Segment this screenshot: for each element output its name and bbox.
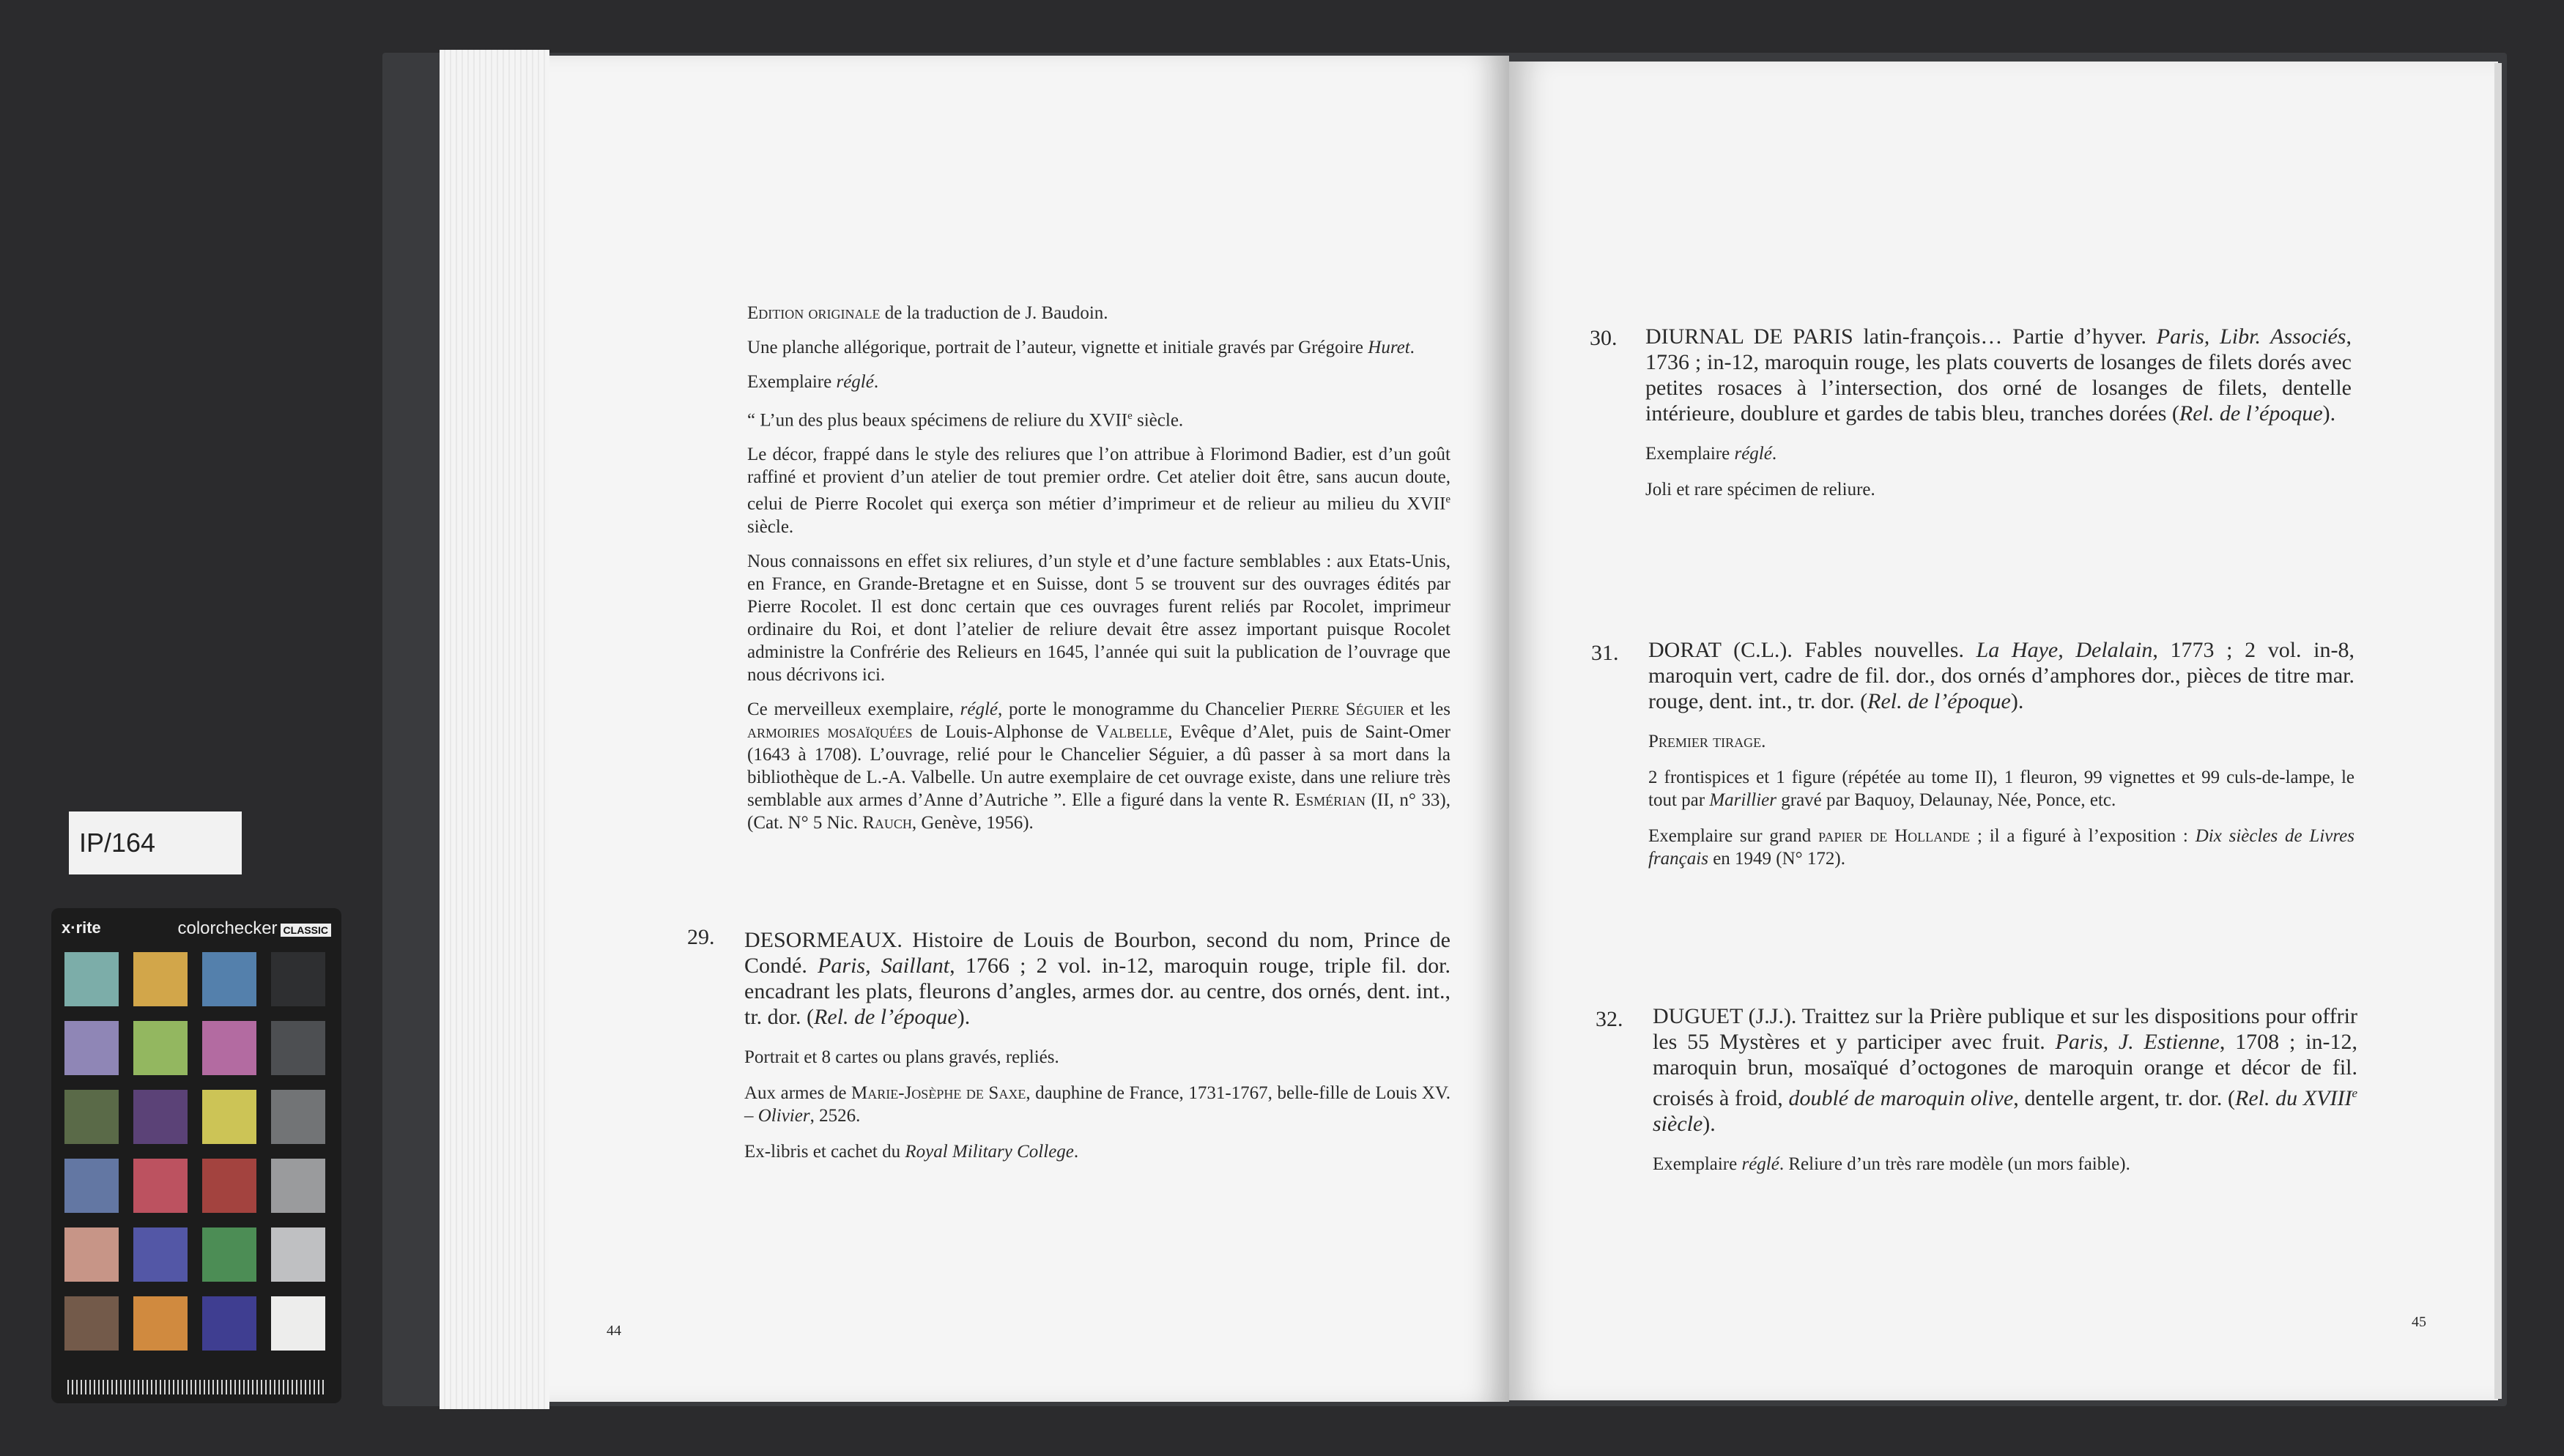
- paragraph-quote-start: “ L’un des plus beaux spécimens de reliure du XVIIe siècle.: [747, 410, 1184, 431]
- color-patches: [64, 952, 325, 1351]
- color-patch: [202, 1296, 256, 1351]
- color-patch: [133, 1296, 188, 1351]
- color-patch: [202, 1090, 256, 1144]
- entry-30-number: 30.: [1590, 326, 1618, 350]
- color-patch: [64, 1227, 119, 1282]
- checker-badge: CLASSIC: [281, 924, 331, 937]
- id-label: IP/164: [69, 811, 242, 874]
- entry-29-note-exlibris: Ex-libris et cachet du Royal Military College.: [744, 1142, 1079, 1162]
- entry-30-description: DIURNAL DE PARIS latin-françois… Partie d’hyver. Paris, Libr. Associés, 1736 ; in-12, maroquin rouge, les plats couverts de losanges de filets dorés avec petites rosaces à l’intersection, dos orné de losanges de filets, dentelle intérieure, doublure et gardes de tabis bleu, tranches dorées (Rel. de l’époque).: [1645, 324, 2352, 426]
- color-checker: [51, 908, 341, 1403]
- page-number-right: 45: [2412, 1314, 2426, 1330]
- entry-31-note-premier-tirage: Premier tirage.: [1648, 732, 1766, 751]
- entry-29-description: DESORMEAUX. Histoire de Louis de Bourbon, second du nom, Prince de Condé. Paris, Saillant, 1766 ; 2 vol. in-12, maroquin rouge, triple fil. dor. encadrant les plats, fleurons d’angles, armes dor. au centre, dos ornés, dent. int., tr. dor. (Rel. de l’époque).: [744, 928, 1450, 1029]
- color-patch: [64, 1021, 119, 1075]
- color-patch: [133, 1090, 188, 1144]
- entry-32: [1653, 1003, 2357, 1175]
- ruler: [67, 1380, 325, 1394]
- color-patch: [64, 1159, 119, 1213]
- entry-30: [1645, 324, 2352, 501]
- color-patch: [133, 952, 188, 1006]
- checker-brand: x·rite: [62, 918, 101, 937]
- entry-30-note-exemplaire: Exemplaire réglé.: [1645, 444, 1777, 464]
- color-patch: [133, 1227, 188, 1282]
- entry-31-description: DORAT (C.L.). Fables nouvelles. La Haye, Delalain, 1773 ; 2 vol. in-8, maroquin vert, cadre de fil. dor., dos ornés d’amphores dor., pièces de titre mar. rouge, dent. int., tr. dor. (Rel. de l’époque).: [1648, 638, 2354, 713]
- entry-31-number: 31.: [1591, 641, 1619, 665]
- entry-31-note-hollande: Exemplaire sur grand papier de Hollande ; il a figuré à l’exposition : Dix siècles de Livres français en 1949 (N° 172).: [1648, 826, 2355, 869]
- left-page-text: [747, 302, 1450, 834]
- paragraph-edition: Edition originale de la traduction de J. Baudoin.: [747, 303, 1108, 323]
- color-patch: [202, 952, 256, 1006]
- entry-29: [744, 927, 1450, 1163]
- page-stack: [440, 50, 549, 1409]
- entry-30-note-specimen: Joli et rare spécimen de reliure.: [1645, 480, 1875, 499]
- color-patch: [64, 952, 119, 1006]
- color-patch: [64, 1296, 119, 1351]
- page-number-left: 44: [607, 1323, 621, 1339]
- color-patch: [202, 1159, 256, 1213]
- checker-name: colorchecker CLASSIC: [177, 918, 331, 939]
- color-patch: [271, 952, 325, 1006]
- paragraph-merveilleux: Ce merveilleux exemplaire, réglé, porte le monogramme du Chancelier Pierre Séguier et les armoiries mosaïquées de Louis-Alphonse de Valbelle, Evêque d’Alet, puis de Saint-Omer (1643 à 1708). L’ouvrage, relié pour le Chancelier Séguier, a dû passer à sa mort dans la bibliothèque de L.-A. Valbelle. Un autre exemplaire de cet ouvrage existe, dans une reliure très semblable aux armes d’Anne d’Autriche ”. Elle a figuré dans la vente R. Esmérian (II, n° 33), (Cat. N° 5 Nic. Rauch, Genève, 1956).: [747, 699, 1451, 833]
- entry-31: [1648, 637, 2354, 870]
- entry-32-number: 32.: [1596, 1007, 1623, 1031]
- entry-29-note-portrait: Portrait et 8 cartes ou plans gravés, repliés.: [744, 1047, 1059, 1067]
- color-patch: [271, 1021, 325, 1075]
- color-patch: [202, 1021, 256, 1075]
- entry-32-note-exemplaire: Exemplaire réglé. Reliure d’un très rare modèle (un mors faible).: [1653, 1154, 2130, 1174]
- color-patch: [64, 1090, 119, 1144]
- entry-29-number: 29.: [687, 925, 715, 949]
- entry-31-note-frontispices: 2 frontispices et 1 figure (répétée au tome II), 1 fleuron, 99 vignettes et 99 culs-de-lampe, le tout par Marillier gravé par Baquoy, Delaunay, Née, Ponce, etc.: [1648, 768, 2354, 810]
- color-patch: [133, 1159, 188, 1213]
- paragraph-reliures: Nous connaissons en effet six reliures, d’un style et d’une facture semblables : aux Etats-Unis, en France, en Grande-Bretagne et en Suisse, dont 5 se trouvent sur des ouvrages édités par Pierre Rocolet. Il est donc certain que ces ouvrages furent reliés par Rocolet, imprimeur ordinaire du Roi, et dont l’atelier de reliure devait être assez important puisque Rocolet administre la Confrérie des Relieurs en 1645, l’année qui suit la publication de l’ouvrage que nous décrivons ici.: [747, 551, 1450, 685]
- color-patch: [202, 1227, 256, 1282]
- entry-29-note-arms: Aux armes de Marie-Josèphe de Saxe, dauphine de France, 1731-1767, belle-fille de Louis XV. – Olivier, 2526.: [744, 1083, 1450, 1126]
- paragraph-plate: Une planche allégorique, portrait de l’auteur, vignette et initiale gravés par Grégoire Huret.: [747, 338, 1415, 357]
- color-patch: [271, 1227, 325, 1282]
- color-patch: [271, 1090, 325, 1144]
- paragraph-exemplaire: Exemplaire réglé.: [747, 372, 879, 392]
- paragraph-decor: Le décor, frappé dans le style des reliures que l’on attribue à Florimond Badier, est d’un goût raffiné et provient d’un atelier de tout premier ordre. Cet atelier doit être, sans aucun doute, celui de Pierre Rocolet qui exerça son métier d’imprimeur et de relieur au milieu du XVIIe siècle.: [747, 445, 1450, 537]
- color-patch: [133, 1021, 188, 1075]
- entry-32-description: DUGUET (J.J.). Traittez sur la Prière publique et sur les dispositions pour offrir les 55 Mystères et y participer avec fruit. Paris, J. Estienne, 1708 ; in-12, maroquin brun, mosaïqué d’octogones de maroquin orange et décor de fil. croisés à froid, doublé de maroquin olive, dentelle argent, tr. dor. (Rel. du XVIIIe siècle).: [1653, 1004, 2357, 1136]
- color-patch: [271, 1159, 325, 1213]
- right-page-edge: [2494, 63, 2502, 1399]
- color-patch: [271, 1296, 325, 1351]
